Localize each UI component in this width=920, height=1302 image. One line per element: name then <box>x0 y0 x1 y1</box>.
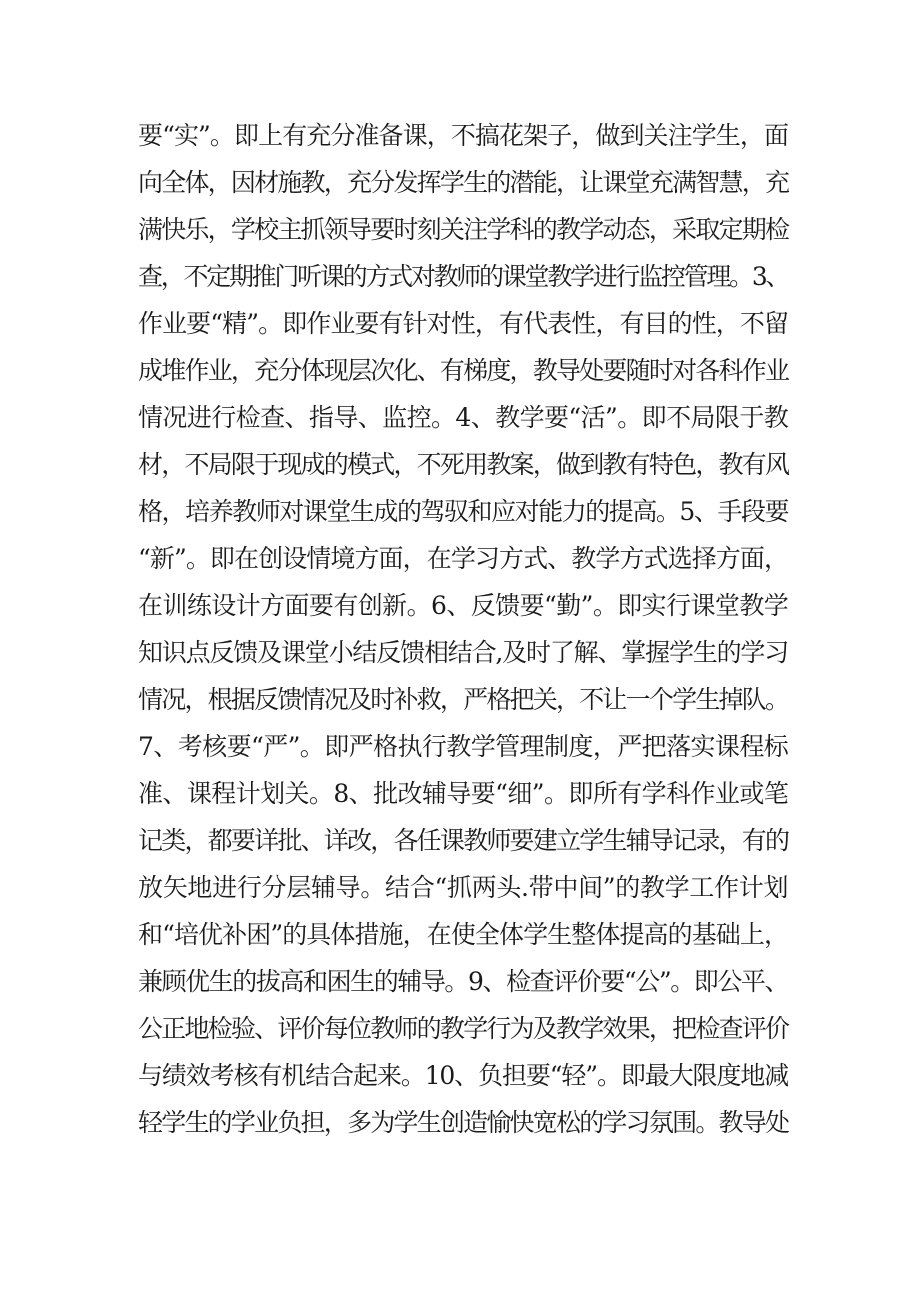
text-line: 在训练设计方面要有创新。6、反馈要“勤”。即实行课堂教学 <box>138 591 788 620</box>
text-line: 和“培优补困”的具体措施，在使全体学生整体提高的基础上， <box>138 920 788 949</box>
text-line: 轻学生的学业负担，多为学生创造愉快宽松的学习氛围。教导处 <box>138 1108 788 1137</box>
body-paragraph <box>138 112 788 1146</box>
text-line: 满快乐，学校主抓领导要时刻关注学科的教学动态，采取定期检 <box>138 215 788 244</box>
text-line: 成堆作业，充分体现层次化、有梯度，教导处要随时对各科作业 <box>138 356 788 385</box>
text-line: 情况，根据反馈情况及时补救，严格把关，不让一个学生掉队。 <box>138 685 788 714</box>
text-line: 公正地检验、评价每位教师的教学行为及教学效果，把检查评价 <box>138 1014 788 1043</box>
text-line: “新”。即在创设情境方面，在学习方式、教学方式选择方面， <box>138 544 788 573</box>
text-line: 格，培养教师对课堂生成的驾驭和应对能力的提高。5、手段要 <box>138 497 788 526</box>
text-line: 准、课程计划关。8、批改辅导要“细”。即所有学科作业或笔 <box>138 779 788 808</box>
text-line: 兼顾优生的拔高和困生的辅导。9、检查评价要“公”。即公平、 <box>138 967 788 996</box>
text-line: 知识点反馈及课堂小结反馈相结合,及时了解、掌握学生的学习 <box>138 638 788 667</box>
text-line: 要“实”。即上有充分准备课，不搞花架子，做到关注学生，面 <box>138 121 788 150</box>
text-line: 7、考核要“严”。即严格执行教学管理制度，严把落实课程标 <box>138 732 788 761</box>
text-line: 情况进行检查、指导、监控。4、教学要“活”。即不局限于教 <box>138 403 788 432</box>
text-line: 记类，都要详批、详改，各任课教师要建立学生辅导记录，有的 <box>138 826 788 855</box>
text-line: 向全体，因材施教，充分发挥学生的潜能，让课堂充满智慧，充 <box>138 168 788 197</box>
text-line: 与绩效考核有机结合起来。10、负担要“轻”。即最大限度地减 <box>138 1061 788 1090</box>
text-line: 放矢地进行分层辅导。结合“抓两头.带中间”的教学工作计划 <box>138 873 788 902</box>
text-line: 查，不定期推门听课的方式对教师的课堂教学进行监控管理。3、 <box>138 262 788 291</box>
text-line: 作业要“精”。即作业要有针对性，有代表性，有目的性，不留 <box>138 309 788 338</box>
text-line: 材，不局限于现成的模式，不死用教案，做到教有特色，教有风 <box>138 450 788 479</box>
